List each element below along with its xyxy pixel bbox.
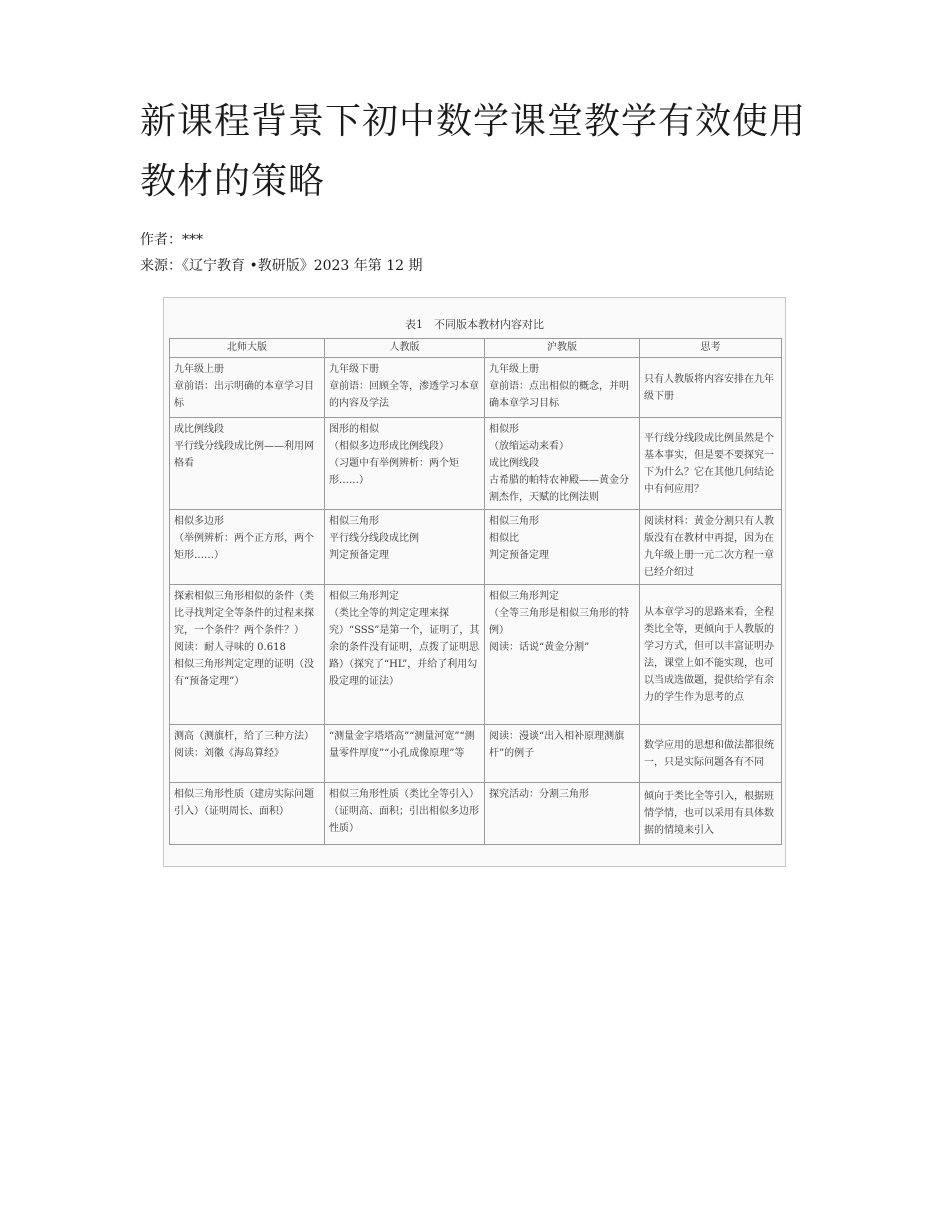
table-cell (325, 725, 485, 783)
cell-text: 阅读：耐人寻味的 0.618 (174, 642, 286, 653)
table-cell (485, 510, 640, 585)
cell-text: 相似形 (489, 424, 519, 435)
table-row (170, 783, 782, 845)
column-header: 人教版 (325, 339, 485, 358)
comparison-table (169, 338, 782, 845)
cell-text: 平行线分线段成比例 (329, 533, 419, 544)
cell-text: 相似比 (489, 533, 519, 544)
document-title: 新课程背景下初中数学课堂教学有效使用教材的策略 (140, 101, 807, 202)
cell-text: 相似三角形性质（类比全等引入）（证明高、面积；引出相似多边形性质） (329, 789, 479, 834)
table-cell (640, 725, 782, 783)
table-cell (485, 358, 640, 418)
table-cell (325, 783, 485, 845)
cell-text: 成比例线段 (174, 424, 224, 435)
cell-text: 数学应用的思想和做法都很统一，只是实际问题各有不同 (644, 739, 774, 768)
table-cell (325, 358, 485, 418)
cell-text: （举例辨析：两个正方形，两个矩形……） (174, 533, 314, 561)
table-cell (485, 725, 640, 783)
cell-text: 阅读：话说“黄金分割” (489, 642, 590, 653)
table-caption: 表1 不同版本教材内容对比 (405, 318, 544, 331)
cell-text: 倾向于类比全等引入，根据班情学情，也可以采用有具体数据的情境来引入 (644, 791, 774, 836)
cell-text: 平行线分线段成比例——利用网格看 (174, 441, 314, 469)
table-cell (170, 358, 325, 418)
table-cell (170, 725, 325, 783)
table-header-row (170, 339, 782, 358)
cell-text: （全等三角形是相似三角形的特例） (489, 608, 629, 636)
table-cell (485, 585, 640, 725)
table-cell (170, 418, 325, 510)
cell-text: 探索相似三角形相似的条件（类比寻找判定全等条件的过程来探究，一个条件？两个条件？） (174, 591, 314, 636)
table-cell (170, 510, 325, 585)
cell-text: 章前语：出示明确的本章学习目标 (174, 381, 314, 409)
table-cell (325, 418, 485, 510)
cell-text: 只有人教版将内容安排在九年级下册 (644, 373, 774, 402)
cell-text: 九年级下册 (329, 364, 379, 375)
cell-text: 相似三角形 (489, 516, 539, 527)
table-cell (325, 585, 485, 725)
table-cell (640, 783, 782, 845)
cell-text: 判定预备定理 (329, 550, 389, 561)
table-cell (170, 783, 325, 845)
cell-text: 阅读：刘徽《海岛算经》 (174, 748, 284, 759)
table-row (170, 418, 782, 510)
cell-text: 章前语：点出相似的概念，并明确本章学习目标 (489, 381, 629, 409)
cell-text: 相似三角形判定定理的证明（没有“预备定理”） (174, 659, 314, 687)
table-cell (640, 358, 782, 418)
cell-text: 图形的相似 (329, 424, 379, 435)
cell-text: （类比全等的判定定理来探究）“SSS”是第一个，证明了，其余的条件没有证明，点拨了证明思路）（探究了“HL”，并给了利用勾股定理的证法） (329, 608, 480, 687)
table-cell (485, 418, 640, 510)
table-cell (640, 418, 782, 510)
cell-text: 相似三角形 (329, 516, 379, 527)
cell-text: 相似三角形性质（建房实际问题引入）（证明周长、面积） (174, 789, 314, 817)
source-line: 来源：《辽宁教育 •教研版》2023 年第 12 期 (140, 258, 423, 274)
table-cell (485, 783, 640, 845)
cell-text: “测量金字塔塔高”“测量河宽”“测量零件厚度”“小孔成像原理”等 (329, 731, 475, 759)
cell-text: 相似多边形 (174, 516, 224, 527)
cell-text: 判定预备定理 (489, 550, 549, 561)
column-header: 沪教版 (485, 339, 640, 358)
cell-text: 探究活动：分割三角形 (489, 789, 589, 800)
table-row (170, 510, 782, 585)
table-row (170, 725, 782, 783)
table-cell (325, 510, 485, 585)
author-line: 作者：*** (140, 232, 203, 248)
cell-text: 成比例线段 (489, 458, 539, 469)
cell-text: 相似三角形判定 (329, 591, 399, 602)
table-cell (640, 510, 782, 585)
cell-text: 相似三角形判定 (489, 591, 559, 602)
table-cell (640, 585, 782, 725)
cell-text: 从本章学习的思路来看，全程类比全等，更倾向于人教版的学习方式，但可以丰富证明办法，课堂上如不能实现，也可以当成选做题，提供给学有余力的学生作为思考的点 (644, 606, 774, 703)
cell-text: 平行线分线段成比例虽然是个基本事实，但是要不要探究一下为什么？它在其他几何结论中有何应用？ (644, 432, 774, 495)
table-row (170, 358, 782, 418)
cell-text: 阅读材料：黄金分割只有人教版没有在教材中再提，因为在九年级上册一元二次方程一章已经介绍过 (644, 516, 774, 578)
cell-text: 九年级上册 (489, 364, 539, 375)
table-cell (170, 585, 325, 725)
cell-text: 章前语：回顾全等，渗透学习本章的内容及学法 (329, 381, 479, 409)
cell-text: 九年级上册 (174, 364, 224, 375)
cell-text: （相似多边形成比例线段） (329, 441, 449, 452)
cell-text: 古希腊的帕特农神殿——黄金分割杰作，天赋的比例法则 (489, 475, 629, 503)
cell-text: （放缩运动来看） (489, 441, 569, 452)
column-header: 北师大版 (170, 339, 325, 358)
cell-text: 阅读：漫谈“出入相补原理测旗杆”的例子 (489, 731, 625, 759)
table-row (170, 585, 782, 725)
column-header: 思考 (640, 339, 782, 358)
cell-text: 测高（测旗杆，给了三种方法） (174, 731, 314, 742)
cell-text: （习题中有举例辨析：两个矩形……） (329, 458, 459, 486)
table-figure (163, 297, 786, 867)
